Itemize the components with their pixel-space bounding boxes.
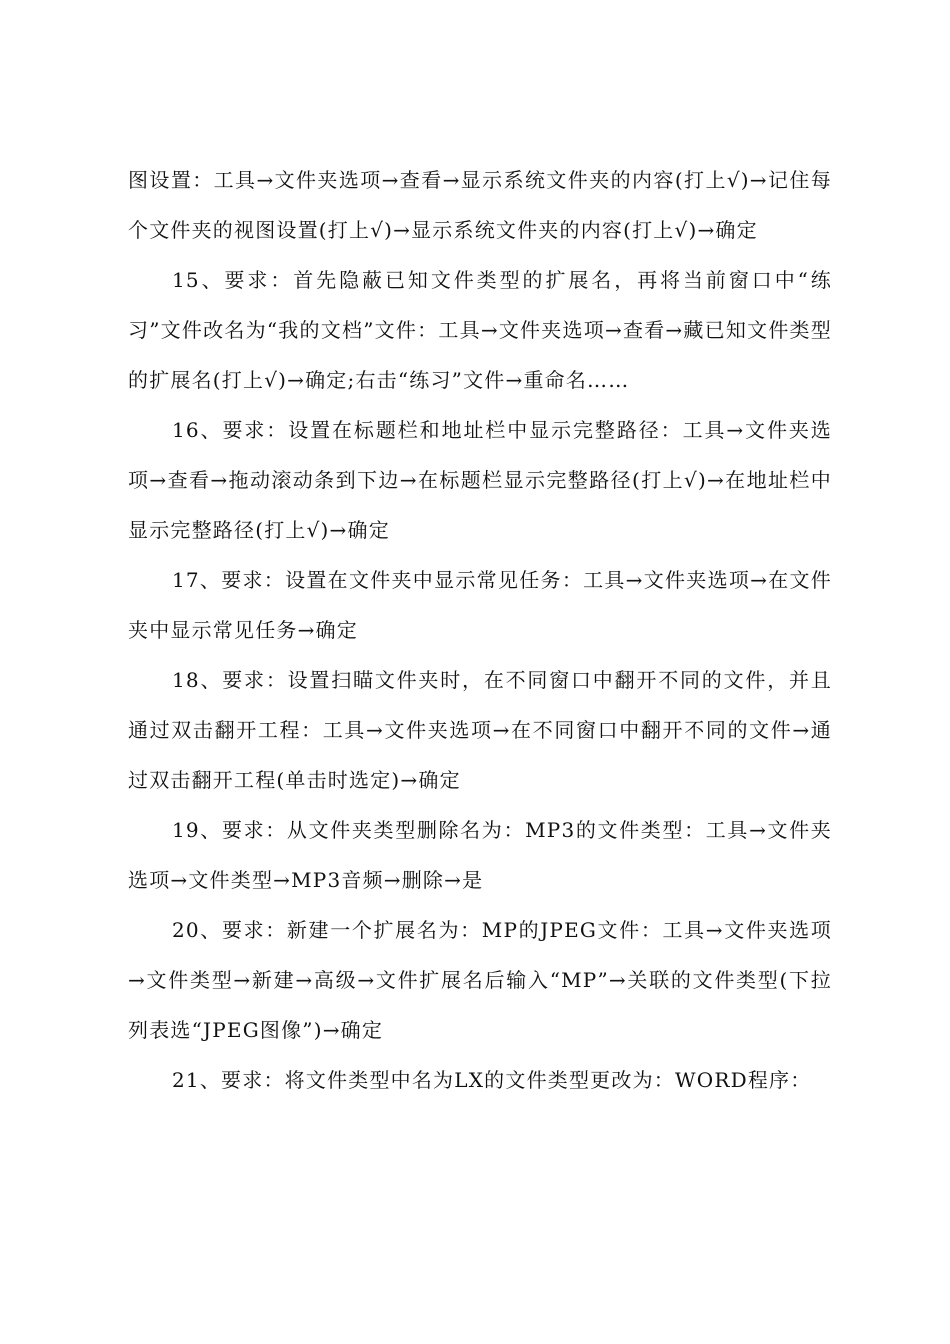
paragraph-15: 15、要求：首先隐蔽已知文件类型的扩展名，再将当前窗口中“练习”文件改名为“我的文档”文件：工具→文件夹选项→查看→藏已知文件类型的扩展名(打上√)→确定;右击“练习”文件→重命名…… bbox=[128, 268, 832, 392]
paragraph-19: 19、要求：从文件夹类型删除名为：MP3的文件类型：工具→文件夹选项→文件类型→MP3音频→删除→是 bbox=[128, 818, 832, 892]
paragraph-18: 18、要求：设置扫瞄文件夹时，在不同窗口中翻开不同的文件，并且通过双击翻开工程：工具→文件夹选项→在不同窗口中翻开不同的文件→通过双击翻开工程(单击时选定)→确定 bbox=[128, 668, 832, 792]
document-page bbox=[128, 155, 832, 1105]
paragraph-16: 16、要求：设置在标题栏和地址栏中显示完整路径：工具→文件夹选项→查看→拖动滚动条到下边→在标题栏显示完整路径(打上√)→在地址栏中显示完整路径(打上√)→确定 bbox=[128, 418, 832, 542]
paragraph-17: 17、要求：设置在文件夹中显示常见任务：工具→文件夹选项→在文件夹中显示常见任务→确定 bbox=[128, 568, 832, 642]
paragraph-21: 21、要求：将文件类型中名为LX的文件类型更改为：WORD程序： bbox=[172, 1068, 812, 1092]
paragraph-20: 20、要求：新建一个扩展名为：MP的JPEG文件：工具→文件夹选项→文件类型→新建→高级→文件扩展名后输入“MP”→关联的文件类型(下拉列表选“JPEG图像”)→确定 bbox=[128, 918, 832, 1042]
paragraph-14-continued: 图设置：工具→文件夹选项→查看→显示系统文件夹的内容(打上√)→记住每个文件夹的视图设置(打上√)→显示系统文件夹的内容(打上√)→确定 bbox=[128, 168, 832, 242]
